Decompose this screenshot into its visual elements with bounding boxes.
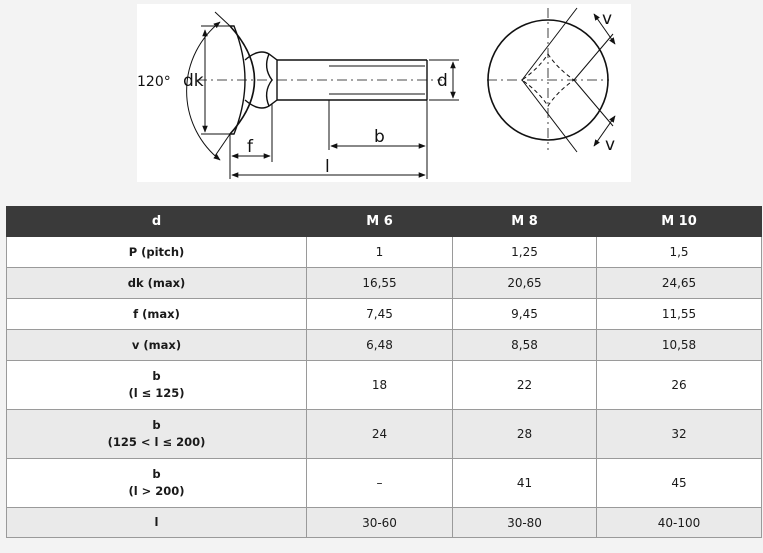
table-row [7,508,762,538]
dimensions-table [6,206,762,538]
table-header-row [7,207,762,237]
v-bottom-label: v [605,135,616,155]
row-label [7,410,307,459]
carriage-bolt-drawing [137,4,631,182]
cell-m8: 30-80 [453,508,597,538]
cell-m8: 8,58 [453,330,597,361]
row-label-line1: b [152,418,161,432]
row-label: P (pitch) [7,237,307,268]
table-row [7,459,762,508]
cell-m8: 1,25 [453,237,597,268]
table-row [7,268,762,299]
header-m6: M 6 [307,207,453,237]
row-label-line2: (125 < l ≤ 200) [107,435,206,449]
cell-m8: 20,65 [453,268,597,299]
cell-m6: 6,48 [307,330,453,361]
bolt-end-view [487,8,615,152]
cell-m8: 28 [453,410,597,459]
cell-m10: 32 [597,410,762,459]
cell-m10: 10,58 [597,330,762,361]
header-m8: M 8 [453,207,597,237]
cell-m6: 7,45 [307,299,453,330]
cell-m8: 22 [453,361,597,410]
row-label [7,361,307,410]
table-row [7,299,762,330]
l-label: l [325,157,330,177]
b-label: b [374,127,385,147]
table-row [7,330,762,361]
technical-drawing [137,4,631,182]
cell-m10: 24,65 [597,268,762,299]
row-label-line2: (l ≤ 125) [128,386,185,400]
cell-m6: 16,55 [307,268,453,299]
row-label: l [7,508,307,538]
f-label: f [247,137,253,157]
row-label: v (max) [7,330,307,361]
cell-m6: 18 [307,361,453,410]
cell-m10: 40-100 [597,508,762,538]
cell-m10: 45 [597,459,762,508]
angle-label: 120° [137,74,171,90]
header-m10: M 10 [597,207,762,237]
dk-label: dk [183,71,204,91]
row-label-line1: b [152,467,161,481]
bolt-side-view [197,26,442,134]
cell-m10: 26 [597,361,762,410]
table-row [7,361,762,410]
table-row [7,410,762,459]
cell-m6: – [307,459,453,508]
cell-m8: 9,45 [453,299,597,330]
row-label-line2: (l > 200) [128,484,185,498]
d-label: d [437,71,448,91]
row-label [7,459,307,508]
row-label: f (max) [7,299,307,330]
row-label-line1: b [152,369,161,383]
header-param: d [7,207,307,237]
cell-m10: 1,5 [597,237,762,268]
cell-m10: 11,55 [597,299,762,330]
cell-m8: 41 [453,459,597,508]
cell-m6: 24 [307,410,453,459]
v-top-label: v [602,9,613,29]
row-label: dk (max) [7,268,307,299]
cell-m6: 1 [307,237,453,268]
table-row [7,237,762,268]
cell-m6: 30-60 [307,508,453,538]
